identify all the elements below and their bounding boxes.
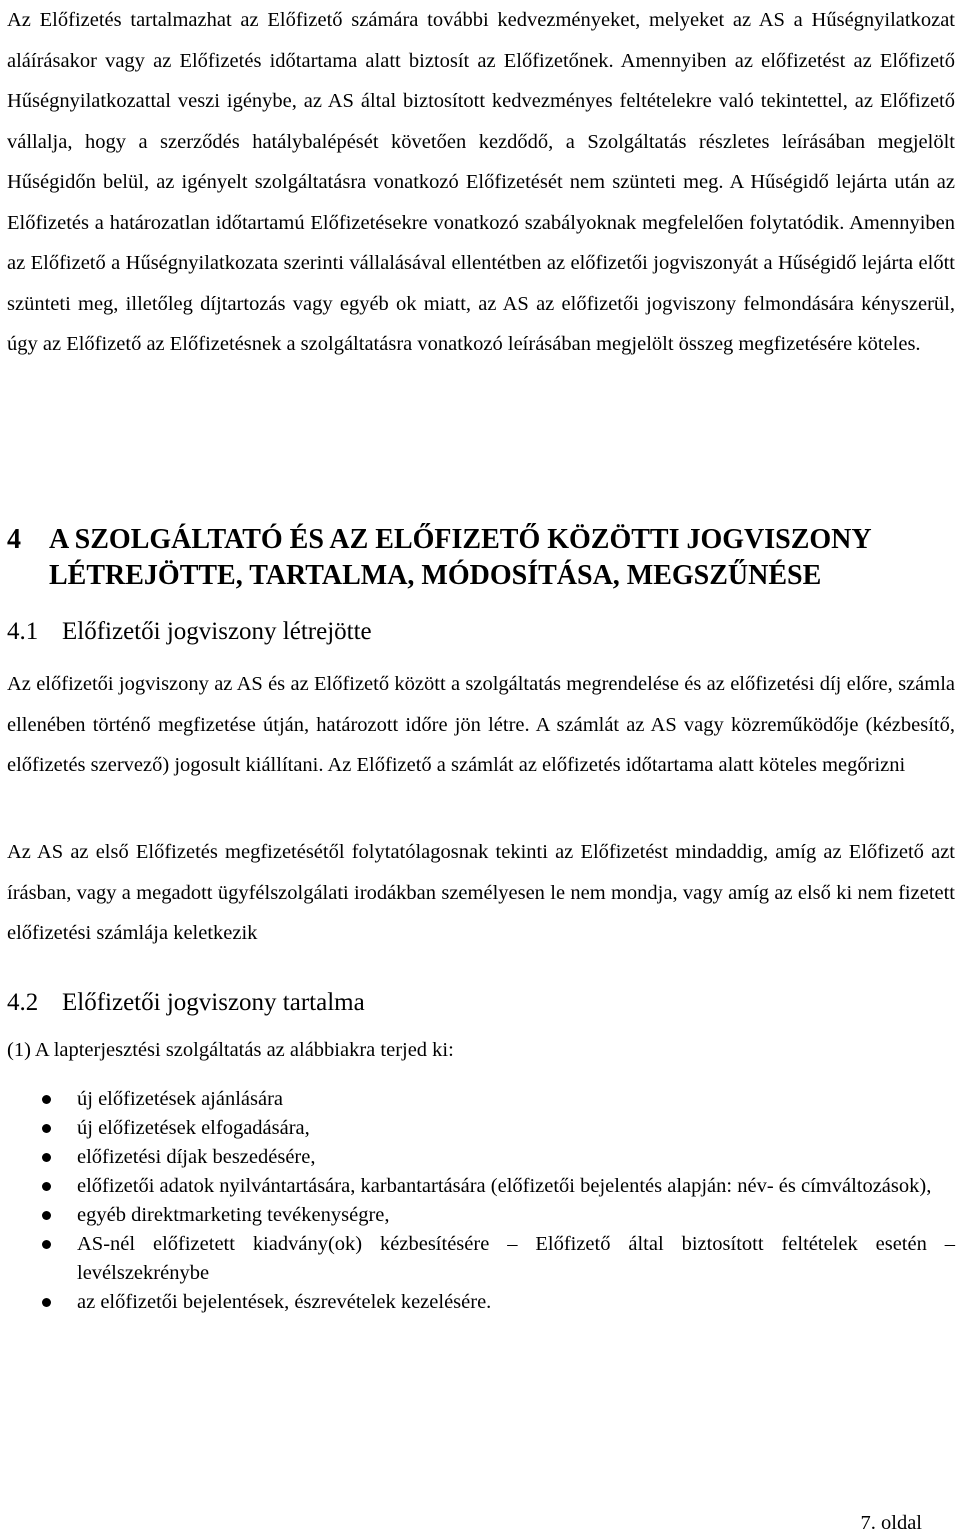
list-item xyxy=(7,1143,955,1172)
bullet-icon xyxy=(42,1124,51,1133)
list-item-text: egyéb direktmarketing tevékenységre, xyxy=(77,1204,390,1226)
section-4-title-line2: LÉTREJÖTTE, TARTALMA, MÓDOSÍTÁSA, MEGSZŰNÉSE xyxy=(49,560,822,591)
paragraph-folytatolagos: Az AS az első Előfizetés megfizetésétől folytatólagosnak tekinti az Előfizetést mindaddig, amíg az Előfizető azt írásban, vagy a megadott ügyfélszolgálati irodákban személyesen le nem mondja, vagy amíg az első ki nem fizetett előfizetési számlája keletkezik xyxy=(7,841,955,944)
section-4-title-line1: A SZOLGÁLTATÓ ÉS AZ ELŐFIZETŐ KÖZÖTTI JOGVISZONY xyxy=(49,524,872,555)
bullet-icon xyxy=(42,1153,51,1162)
bullet-icon xyxy=(42,1095,51,1104)
section-4-2-heading xyxy=(7,987,365,1019)
bullet-icon xyxy=(42,1211,51,1220)
list-item-text: új előfizetések elfogadására, xyxy=(77,1117,310,1139)
section-4-1-number: 4.1 xyxy=(7,618,39,645)
section-4-number: 4 xyxy=(7,524,21,555)
list-item-text: AS-nél előfizetett kiadvány(ok) kézbesítésére – Előfizető által biztosított feltételek esetén – levélszekrénybe xyxy=(77,1233,955,1284)
list-item xyxy=(7,1085,955,1114)
list-item-text: új előfizetések ajánlására xyxy=(77,1088,284,1110)
service-scope-list xyxy=(7,1085,955,1317)
list-item-text: előfizetői adatok nyilvántartására, karbantartására (előfizetői bejelentés alapján: név- és címváltozások), xyxy=(77,1175,932,1197)
section-4-2-title: Előfizetői jogviszony tartalma xyxy=(62,989,365,1016)
bullet-icon xyxy=(42,1182,51,1191)
section-4-1-title: Előfizetői jogviszony létrejötte xyxy=(62,618,372,645)
list-item-text: előfizetési díjak beszedésére, xyxy=(77,1146,316,1168)
bullet-icon xyxy=(42,1298,51,1307)
bullet-icon xyxy=(42,1240,51,1249)
list-item-text: az előfizetői bejelentések, észrevételek kezelésére. xyxy=(77,1291,492,1313)
list-item xyxy=(7,1201,955,1230)
list-item xyxy=(7,1114,955,1143)
section-4-1-heading xyxy=(7,616,372,648)
section-4-heading xyxy=(7,522,955,594)
list-item xyxy=(7,1172,955,1201)
paragraph-jogviszony-letrejotte: Az előfizetői jogviszony az AS és az Előfizető között a szolgáltatás megrendelése és az előfizetési díj előre, számla ellenében történő megfizetése útján, határozott időre jön létre. A számlát az AS vagy közreműködője (kézbesítő, előfizetés szervező) jogosult kiállítani. Az Előfizető a számlát az előfizetés időtartama alatt köteles megőrizni xyxy=(7,673,955,776)
page-number: 7. oldal xyxy=(860,1512,922,1534)
list-item xyxy=(7,1288,955,1317)
paragraph-lapterjesztes-intro: (1) A lapterjesztési szolgáltatás az alábbiakra terjed ki: xyxy=(7,1039,454,1061)
section-4-2-number: 4.2 xyxy=(7,989,39,1016)
list-item xyxy=(7,1230,955,1288)
paragraph-subscription-benefits: Az Előfizetés tartalmazhat az Előfizető számára további kedvezményeket, melyeket az AS a Hűségnyilatkozat aláírásakor vagy az Előfizetés időtartama alatt biztosít az Előfizetőnek. Amennyiben az előfizetést az Előfizető Hűségnyilatkozattal veszi igénybe, az AS által biztosított kedvezményes feltételekre való tekintettel, az Előfizető vállalja, hogy a szerződés hatálybalépését követően kezdődő, a Szolgáltatás részletes leírásában megjelölt Hűségidőn belül, az igényelt szolgáltatásra vonatkozó Előfizetését nem szünteti meg. A Hűségidő lejárta után az Előfizetés a határozatlan időtartamú Előfizetésekre vonatkozó szabályoknak megfelelően folytatódik. Amennyiben az Előfizető a Hűségnyilatkozata szerinti vállalásával ellentétben az előfizetői jogviszonyát a Hűségidő lejárta előtt szünteti meg, illetőleg díjtartozás vagy egyéb ok miatt, az AS az előfizetői jogviszony felmondására kényszerül, úgy az Előfizető az Előfizetésnek a szolgáltatásra vonatkozó leírásában megjelölt összeg megfizetésére köteles. xyxy=(7,9,955,355)
